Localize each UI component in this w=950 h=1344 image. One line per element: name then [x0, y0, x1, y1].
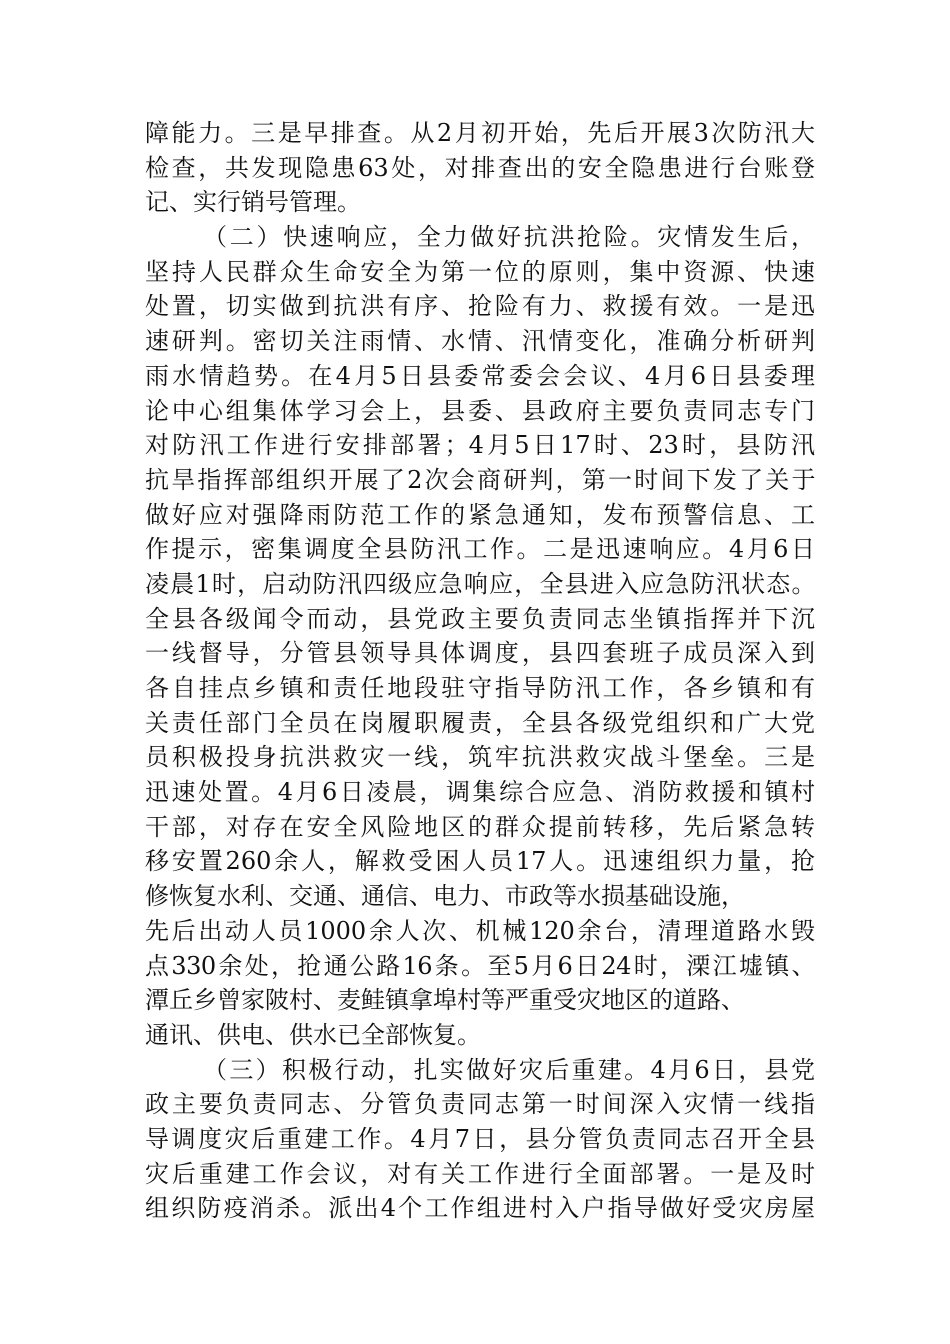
text-line: 坚持人民群众生命安全为第一位的原则，集中资源、快速 [145, 257, 815, 286]
text-line: 政主要负责同志、分管负责同志第一时间深入灾情一线指 [145, 1090, 815, 1119]
text-line: 干部，对存在安全风险地区的群众提前转移，先后紧急转 [145, 812, 815, 841]
text-line: 潭丘乡曾家陂村、麦鲑镇拿埠村等严重受灾地区的道路、 [145, 986, 745, 1015]
text-line: 关责任部门全员在岗履职履责，全县各级党组织和广大党 [145, 708, 815, 737]
section-heading-line: （二）快速响应，全力做好抗洪抢险。灾情发生后， [203, 223, 815, 252]
text-line: 处置，切实做到抗洪有序、抢险有力、救援有效。一是迅 [145, 292, 815, 321]
text-line: 对防汛工作进行安排部署；4月5日17时、23时，县防汛 [145, 431, 815, 460]
document-body [145, 116, 815, 1226]
text-line: 全县各级闻令而动，县党政主要负责同志坐镇指挥并下沉 [145, 604, 815, 633]
text-line: 导调度灾后重建工作。4月7日，县分管负责同志召开全县 [145, 1124, 815, 1153]
text-line: 抗旱指挥部组织开展了2次会商研判，第一时间下发了关于 [145, 465, 815, 494]
text-line: 做好应对强降雨防范工作的紧急通知，发布预警信息、工 [145, 500, 815, 529]
text-line: 各自挂点乡镇和责任地段驻守指导防汛工作，各乡镇和有 [145, 674, 815, 702]
text-line: 记、实行销号管理。 [145, 188, 361, 217]
text-line: 通讯、供电、供水已全部恢复。 [145, 1020, 481, 1049]
text-line: 修恢复水利、交通、通信、电力、市政等水损基础设施， [145, 882, 745, 911]
text-line: 作提示，密集调度全县防汛工作。二是迅速响应。4月6日 [145, 535, 815, 564]
text-line: 迅速处置。4月6日凌晨，调集综合应急、消防救援和镇村 [145, 778, 815, 807]
text-line: 凌晨1时，启动防汛四级应急响应，全县进入应急防汛状态。 [145, 569, 815, 598]
text-line: 先后出动人员1000余人次、机械120余台，清理道路水毁 [145, 916, 815, 945]
text-line: 移安置260余人，解救受困人员17人。迅速组织力量，抢 [145, 847, 815, 876]
text-line: 速研判。密切关注雨情、水情、汛情变化，准确分析研判 [145, 327, 815, 356]
text-line: 员积极投身抗洪救灾一线，筑牢抗洪救灾战斗堡垒。三是 [145, 743, 815, 772]
text-line: 一线督导，分管县领导具体调度，县四套班子成员深入到 [145, 639, 815, 668]
text-line: 灾后重建工作会议，对有关工作进行全面部署。一是及时 [145, 1159, 815, 1188]
text-line: 检查，共发现隐患63处，对排查出的安全隐患进行台账登 [145, 153, 815, 182]
text-line: 雨水情趋势。在4月5日县委常委会会议、4月6日县委理 [145, 361, 815, 390]
text-line: 论中心组集体学习会上，县委、县政府主要负责同志专门 [145, 396, 815, 425]
text-line: 组织防疫消杀。派出4个工作组进村入户指导做好受灾房屋 [145, 1194, 815, 1223]
text-line: 点330余处，抢通公路16条。至5月6日24时，溧江墟镇、 [145, 951, 815, 980]
text-line: 障能力。三是早排查。从2月初开始，先后开展3次防汛大 [145, 119, 815, 147]
section-heading-line: （三）积极行动，扎实做好灾后重建。4月6日，县党 [203, 1055, 815, 1084]
